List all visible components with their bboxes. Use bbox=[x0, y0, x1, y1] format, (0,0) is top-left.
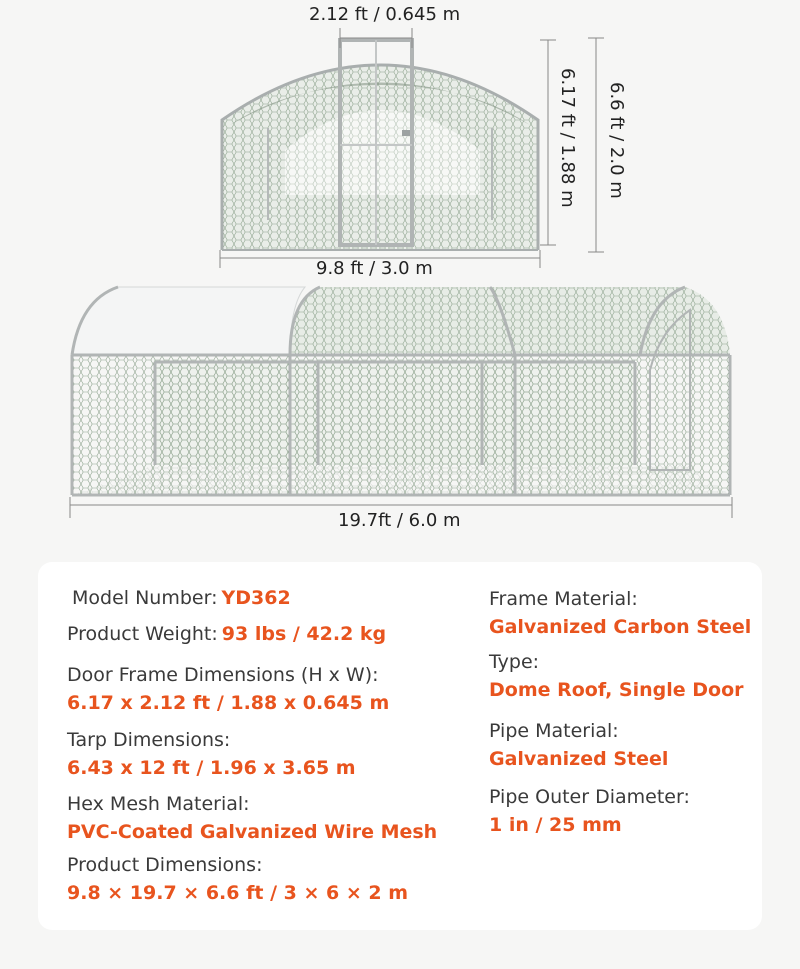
length-label: 19.7ft / 6.0 m bbox=[338, 510, 461, 531]
spec-label: Hex Mesh Material: bbox=[67, 793, 250, 815]
spec-value: Galvanized Carbon Steel bbox=[489, 616, 752, 638]
front-view bbox=[220, 40, 540, 250]
spec-value: PVC-Coated Galvanized Wire Mesh bbox=[67, 821, 438, 843]
spec-label: Model Number: bbox=[72, 587, 218, 609]
spec-value: Galvanized Steel bbox=[489, 748, 669, 770]
spec-label: Product Weight: bbox=[67, 623, 218, 645]
spec-label: Pipe Material: bbox=[489, 720, 619, 742]
spec-pipe-diameter bbox=[489, 783, 690, 839]
spec-label: Tarp Dimensions: bbox=[67, 729, 231, 751]
spec-value: 6.43 x 12 ft / 1.96 x 3.65 m bbox=[67, 757, 356, 779]
spec-type bbox=[489, 648, 744, 704]
spec-value: 6.17 x 2.12 ft / 1.88 x 0.645 m bbox=[67, 692, 390, 714]
spec-frame-material bbox=[489, 585, 751, 641]
spec-product-weight bbox=[67, 620, 386, 648]
spec-product-dimensions bbox=[67, 851, 408, 907]
spec-label: Type: bbox=[489, 651, 540, 673]
spec-value: 93 lbs / 42.2 kg bbox=[221, 623, 387, 645]
spec-label: Product Dimensions: bbox=[67, 854, 263, 876]
spec-pipe-material bbox=[489, 717, 668, 773]
width-label: 9.8 ft / 3.0 m bbox=[316, 258, 433, 279]
spec-model-number bbox=[72, 584, 291, 612]
total-height-label: 6.6 ft / 2.0 m bbox=[606, 82, 627, 199]
door-height-label: 6.17 ft / 1.88 m bbox=[557, 68, 578, 208]
spec-label: Pipe Outer Diameter: bbox=[489, 786, 690, 808]
spec-value: 1 in / 25 mm bbox=[489, 814, 622, 836]
spec-value: Dome Roof, Single Door bbox=[489, 679, 744, 701]
door-width-label: 2.12 ft / 0.645 m bbox=[309, 4, 461, 25]
spec-tarp bbox=[67, 726, 356, 782]
spec-value: YD362 bbox=[221, 587, 291, 609]
spec-label: Door Frame Dimensions (H x W): bbox=[67, 664, 379, 686]
spec-hex-mesh bbox=[67, 790, 437, 846]
side-view bbox=[72, 287, 730, 495]
spec-label: Frame Material: bbox=[489, 588, 638, 610]
spec-door-frame bbox=[67, 661, 389, 717]
spec-value: 9.8 × 19.7 × 6.6 ft / 3 × 6 × 2 m bbox=[67, 882, 408, 904]
